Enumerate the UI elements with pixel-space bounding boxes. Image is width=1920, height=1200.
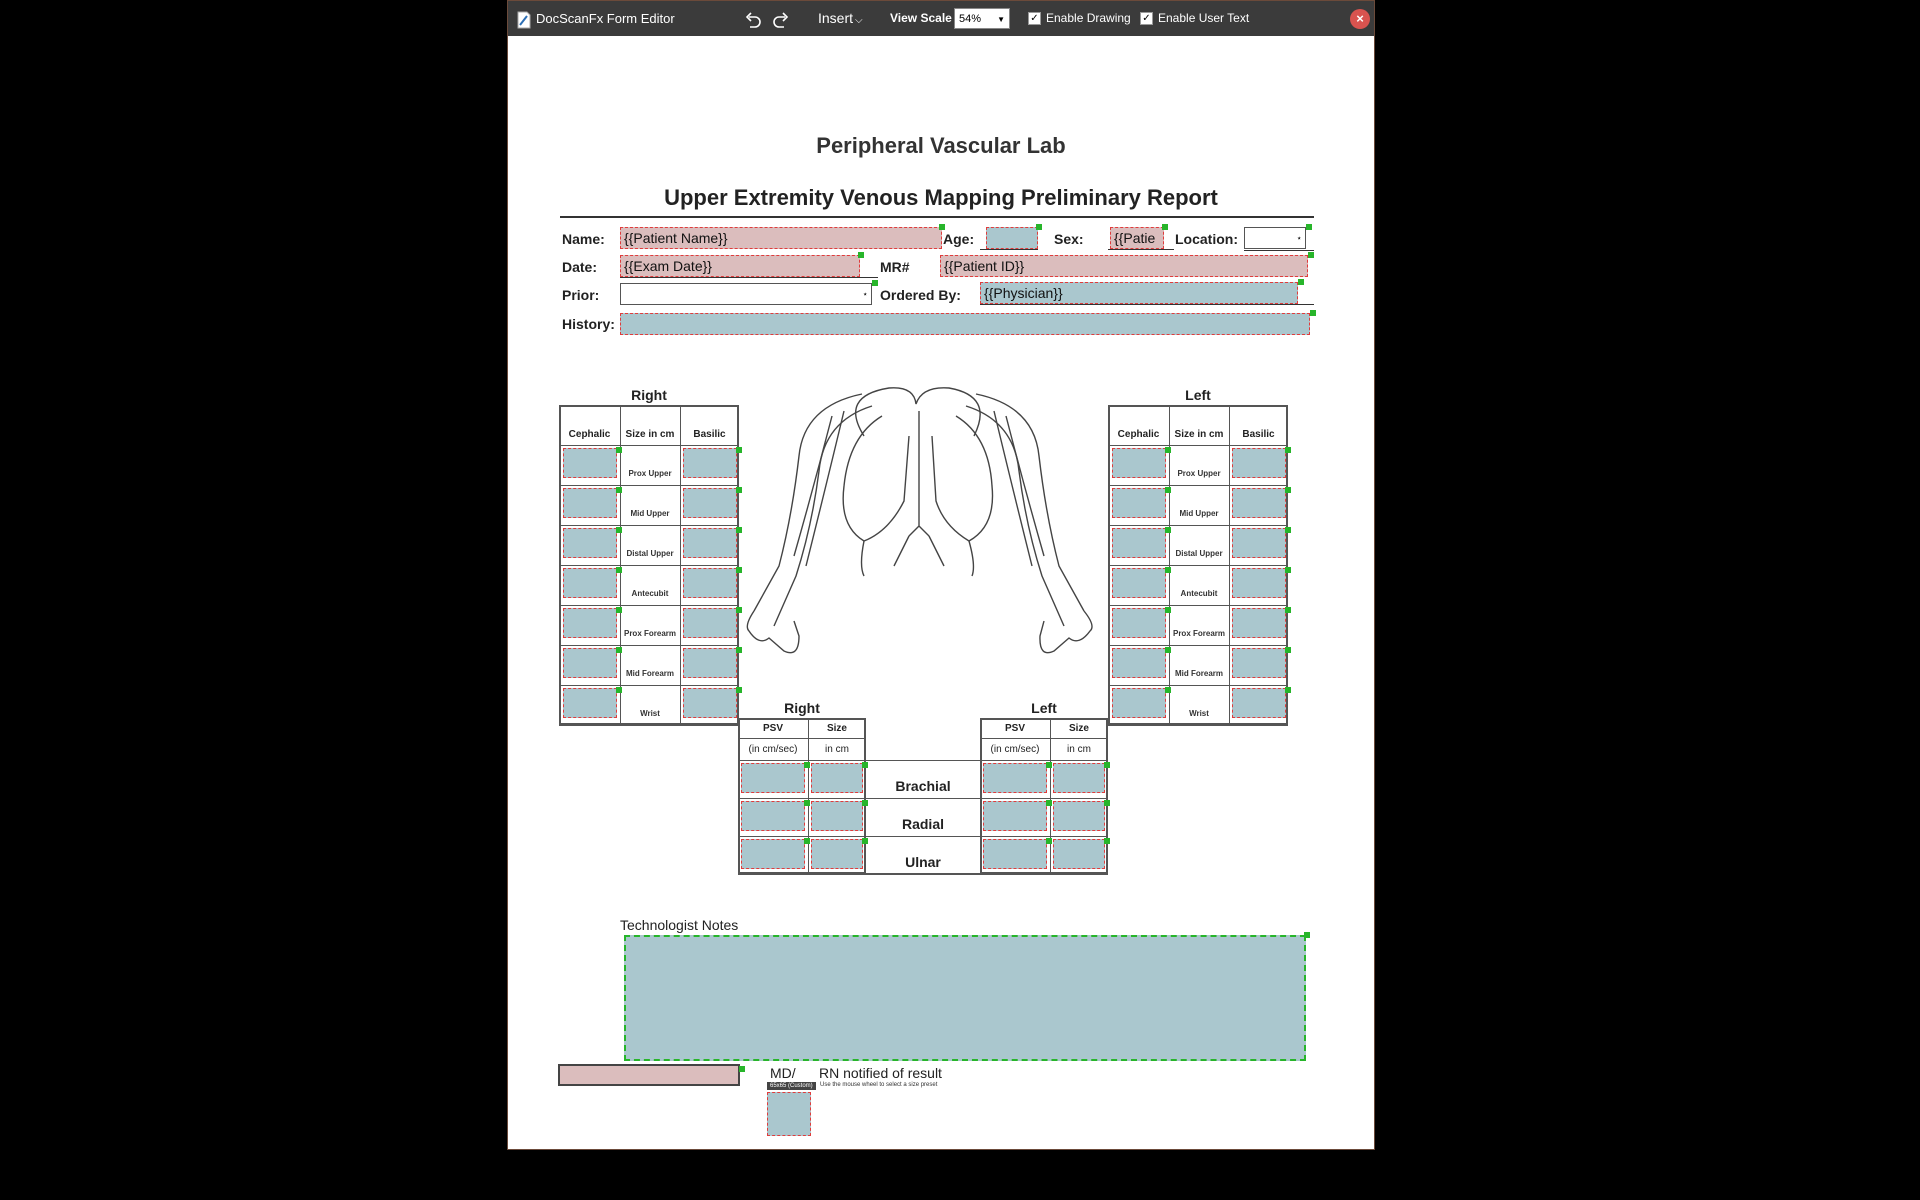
redo-icon[interactable] bbox=[772, 1, 790, 36]
basilic-field[interactable] bbox=[683, 688, 737, 718]
md-prefix-label: MD/ bbox=[770, 1065, 796, 1081]
history-field[interactable] bbox=[620, 313, 1310, 335]
artery-row-label: Radial bbox=[901, 816, 944, 832]
enable-user-text-toggle[interactable]: ✓ Enable User Text bbox=[1140, 1, 1249, 36]
grid-line bbox=[738, 760, 866, 761]
app-icon bbox=[516, 1, 532, 36]
grid-line bbox=[738, 836, 866, 837]
artery-row-label: Brachial bbox=[895, 778, 951, 794]
resize-handle[interactable] bbox=[1285, 447, 1291, 453]
resize-handle[interactable] bbox=[616, 447, 622, 453]
grid-line bbox=[559, 605, 739, 606]
age-field[interactable] bbox=[986, 227, 1038, 249]
resize-handle[interactable] bbox=[1104, 800, 1110, 806]
resize-handle[interactable] bbox=[872, 280, 878, 286]
row-label: Mid Upper bbox=[1179, 509, 1219, 518]
artery-right-label: Right bbox=[784, 700, 820, 716]
title-bar bbox=[508, 1, 1374, 36]
date-label: Date: bbox=[562, 259, 598, 275]
resize-handle[interactable] bbox=[736, 567, 742, 573]
row-label: Mid Forearm bbox=[1174, 669, 1223, 678]
resize-handle[interactable] bbox=[862, 800, 868, 806]
app-title: DocScanFx Form Editor bbox=[536, 11, 675, 26]
grid-line bbox=[808, 718, 809, 874]
cephalic-field[interactable] bbox=[563, 608, 617, 638]
cephalic-field[interactable] bbox=[1112, 448, 1166, 478]
resize-handle[interactable] bbox=[736, 647, 742, 653]
resize-handle[interactable] bbox=[1046, 762, 1052, 768]
cephalic-header: Cephalic bbox=[568, 429, 611, 440]
psv-field[interactable] bbox=[983, 839, 1047, 869]
chevron-down-icon: ⌵ bbox=[855, 15, 863, 26]
basilic-field[interactable] bbox=[683, 448, 737, 478]
basilic-field[interactable] bbox=[1232, 448, 1286, 478]
basilic-field[interactable] bbox=[1232, 688, 1286, 718]
physician-field[interactable]: {{Physician}} bbox=[980, 282, 1298, 304]
checkbox-icon: ✓ bbox=[1028, 12, 1041, 25]
resize-handle[interactable] bbox=[1306, 224, 1312, 230]
rn-notified-label: RN notified of result bbox=[819, 1065, 942, 1081]
psv-field[interactable] bbox=[983, 763, 1047, 793]
grid-line bbox=[738, 874, 866, 875]
artery-row-label: Ulnar bbox=[905, 854, 941, 870]
grid-line bbox=[559, 685, 739, 686]
close-button[interactable] bbox=[1350, 9, 1370, 29]
resize-handle[interactable] bbox=[1285, 527, 1291, 533]
basilic-header: Basilic bbox=[693, 429, 726, 440]
grid-line bbox=[1050, 718, 1051, 874]
cephalic-field[interactable] bbox=[1112, 648, 1166, 678]
dropdown-arrow-icon: ▼ bbox=[997, 15, 1005, 24]
grid-line bbox=[866, 836, 980, 837]
row-label: Prox Forearm bbox=[623, 629, 677, 638]
resize-handle[interactable] bbox=[1104, 838, 1110, 844]
resize-handle[interactable] bbox=[739, 1066, 745, 1072]
grid-line bbox=[980, 836, 1108, 837]
cephalic-field[interactable] bbox=[563, 648, 617, 678]
cephalic-field[interactable] bbox=[563, 448, 617, 478]
grid-line bbox=[980, 760, 1108, 761]
notified-by-field[interactable] bbox=[558, 1064, 740, 1086]
close-icon: × bbox=[1356, 11, 1364, 26]
artery-left-label: Left bbox=[1031, 700, 1057, 716]
grid-line bbox=[980, 874, 1108, 875]
size-field[interactable] bbox=[811, 801, 863, 831]
cephalic-field[interactable] bbox=[1112, 528, 1166, 558]
resize-handle[interactable] bbox=[1162, 224, 1168, 230]
basilic-header: Basilic bbox=[1242, 429, 1275, 440]
title-rule bbox=[560, 216, 1314, 218]
basilic-field[interactable] bbox=[1232, 528, 1286, 558]
resize-handle[interactable] bbox=[1165, 487, 1171, 493]
insert-menu[interactable]: Insert ⌵ bbox=[818, 10, 863, 26]
grid-line bbox=[866, 760, 980, 761]
resize-handle[interactable] bbox=[1165, 687, 1171, 693]
prior-label: Prior: bbox=[562, 287, 600, 303]
resize-handle[interactable] bbox=[736, 527, 742, 533]
grid-line bbox=[1108, 525, 1288, 526]
grid-line bbox=[1108, 645, 1288, 646]
sex-underline bbox=[1108, 249, 1174, 250]
row-label: Prox Forearm bbox=[1172, 629, 1226, 638]
chevron-down-icon: ⋆ bbox=[862, 289, 868, 299]
grid-line bbox=[1108, 685, 1288, 686]
grid-line bbox=[559, 485, 739, 486]
resize-handle[interactable] bbox=[1165, 647, 1171, 653]
resize-handle[interactable] bbox=[1165, 527, 1171, 533]
grid-line bbox=[1108, 445, 1288, 446]
resize-handle[interactable] bbox=[616, 687, 622, 693]
resize-handle[interactable] bbox=[858, 252, 864, 258]
checkbox-icon: ✓ bbox=[1140, 12, 1153, 25]
cephalic-field[interactable] bbox=[563, 688, 617, 718]
enable-drawing-toggle[interactable]: ✓ Enable Drawing bbox=[1028, 1, 1131, 36]
row-label: Mid Forearm bbox=[625, 669, 674, 678]
resize-handle[interactable] bbox=[1285, 567, 1291, 573]
resize-handle[interactable] bbox=[1104, 762, 1110, 768]
view-scale-label: View Scale bbox=[890, 11, 952, 25]
row-label: Antecubit bbox=[1180, 589, 1218, 598]
resize-handle[interactable] bbox=[1285, 687, 1291, 693]
name-label: Name: bbox=[562, 231, 605, 247]
psv-field[interactable] bbox=[741, 763, 805, 793]
size-field[interactable] bbox=[1053, 801, 1105, 831]
grid-line bbox=[980, 798, 1108, 799]
grid-line bbox=[1108, 605, 1288, 606]
size-header: Size bbox=[1068, 723, 1089, 734]
psv-unit-header: (in cm/sec) bbox=[990, 744, 1040, 755]
resize-handle[interactable] bbox=[862, 762, 868, 768]
sex-label: Sex: bbox=[1054, 231, 1084, 247]
grid-line bbox=[866, 798, 980, 799]
resize-handle[interactable] bbox=[862, 838, 868, 844]
resize-handle[interactable] bbox=[1310, 310, 1316, 316]
size-preset-tooltip: 65x65 (Custom) bbox=[767, 1082, 816, 1090]
technologist-notes-field[interactable] bbox=[624, 935, 1306, 1061]
grid-line bbox=[1108, 485, 1288, 486]
grid-line bbox=[866, 873, 980, 875]
size-header: Size in cm bbox=[625, 429, 675, 440]
date-underline bbox=[620, 277, 878, 278]
patient-id-field[interactable]: {{Patient ID}} bbox=[940, 255, 1308, 277]
psv-header: PSV bbox=[762, 723, 783, 734]
basilic-field[interactable] bbox=[683, 648, 737, 678]
view-scale-select[interactable]: 54% ▼ bbox=[954, 8, 1010, 29]
resize-handle[interactable] bbox=[1046, 800, 1052, 806]
resize-handle[interactable] bbox=[804, 800, 810, 806]
psv-header: PSV bbox=[1004, 723, 1025, 734]
psv-unit-header: (in cm/sec) bbox=[748, 744, 798, 755]
age-label: Age: bbox=[943, 231, 975, 247]
right-side-label: Right bbox=[631, 387, 667, 403]
grid-line bbox=[738, 798, 866, 799]
psv-field[interactable] bbox=[741, 839, 805, 869]
resize-handle[interactable] bbox=[1165, 607, 1171, 613]
row-label: Prox Upper bbox=[628, 469, 672, 478]
age-underline bbox=[980, 249, 1038, 250]
basilic-field[interactable] bbox=[1232, 568, 1286, 598]
resize-handle[interactable] bbox=[1298, 279, 1304, 285]
grid-line bbox=[559, 645, 739, 646]
psv-field[interactable] bbox=[741, 801, 805, 831]
resize-handle[interactable] bbox=[736, 687, 742, 693]
resize-handle[interactable] bbox=[616, 647, 622, 653]
cephalic-field[interactable] bbox=[1112, 488, 1166, 518]
cephalic-field[interactable] bbox=[1112, 608, 1166, 638]
grid-line bbox=[1108, 565, 1288, 566]
grid-line bbox=[559, 565, 739, 566]
resize-handle[interactable] bbox=[804, 838, 810, 844]
cephalic-field[interactable] bbox=[1112, 568, 1166, 598]
basilic-field[interactable] bbox=[1232, 608, 1286, 638]
cephalic-header: Cephalic bbox=[1117, 429, 1160, 440]
exam-date-field[interactable]: {{Exam Date}} bbox=[620, 255, 860, 277]
cephalic-field[interactable] bbox=[563, 488, 617, 518]
size-field[interactable] bbox=[811, 763, 863, 793]
basilic-field[interactable] bbox=[683, 608, 737, 638]
grid-line bbox=[1108, 725, 1288, 726]
resize-handle[interactable] bbox=[1285, 607, 1291, 613]
resize-handle[interactable] bbox=[804, 762, 810, 768]
resize-handle[interactable] bbox=[736, 447, 742, 453]
location-underline bbox=[1244, 250, 1314, 251]
grid-line bbox=[738, 738, 866, 739]
row-label: Antecubit bbox=[631, 589, 669, 598]
size-header: Size in cm bbox=[1174, 429, 1224, 440]
form-document bbox=[508, 36, 1374, 1149]
row-label: Prox Upper bbox=[1177, 469, 1221, 478]
size-preset-hint: Use the mouse wheel to select a size preset bbox=[820, 1082, 938, 1088]
resize-handle[interactable] bbox=[1046, 838, 1052, 844]
chevron-down-icon: ⋆ bbox=[1296, 233, 1302, 243]
resize-handle[interactable] bbox=[1304, 932, 1310, 938]
size-unit-header: in cm bbox=[1067, 744, 1091, 755]
size-field[interactable] bbox=[1053, 839, 1105, 869]
basilic-field[interactable] bbox=[683, 488, 737, 518]
grid-line bbox=[980, 738, 1108, 739]
history-label: History: bbox=[562, 316, 615, 332]
left-side-label: Left bbox=[1185, 387, 1211, 403]
cephalic-field[interactable] bbox=[563, 528, 617, 558]
resize-handle[interactable] bbox=[616, 607, 622, 613]
sex-field[interactable]: {{Patie bbox=[1110, 227, 1164, 249]
prior-dropdown[interactable] bbox=[620, 283, 872, 305]
mr-label: MR# bbox=[880, 259, 910, 275]
row-label: Wrist bbox=[640, 709, 660, 718]
row-label: Wrist bbox=[1189, 709, 1209, 718]
basilic-field[interactable] bbox=[683, 528, 737, 558]
resize-handle[interactable] bbox=[736, 487, 742, 493]
report-title: Upper Extremity Venous Mapping Preliminary Report bbox=[664, 185, 1218, 210]
resize-handle[interactable] bbox=[736, 607, 742, 613]
location-label: Location: bbox=[1175, 231, 1238, 247]
patient-name-field[interactable]: {{Patient Name}} bbox=[620, 227, 942, 249]
row-label: Mid Upper bbox=[630, 509, 670, 518]
cephalic-field[interactable] bbox=[1112, 688, 1166, 718]
basilic-field[interactable] bbox=[1232, 488, 1286, 518]
resize-handle[interactable] bbox=[1285, 487, 1291, 493]
row-label: Distal Upper bbox=[626, 549, 674, 558]
grid-line bbox=[559, 445, 739, 446]
basilic-field[interactable] bbox=[1232, 648, 1286, 678]
resize-handle[interactable] bbox=[1285, 647, 1291, 653]
resize-handle[interactable] bbox=[616, 487, 622, 493]
resize-handle[interactable] bbox=[1165, 447, 1171, 453]
arm-vein-diagram bbox=[744, 376, 1104, 716]
placed-checkbox-field[interactable] bbox=[767, 1092, 811, 1136]
form-editor-window bbox=[507, 0, 1375, 1150]
basilic-field[interactable] bbox=[683, 568, 737, 598]
ordered-by-underline bbox=[980, 304, 1314, 305]
resize-handle[interactable] bbox=[1308, 252, 1314, 258]
location-dropdown[interactable] bbox=[1244, 227, 1306, 249]
undo-icon[interactable] bbox=[744, 1, 762, 36]
size-header: Size bbox=[826, 723, 847, 734]
grid-line bbox=[559, 525, 739, 526]
resize-handle[interactable] bbox=[616, 567, 622, 573]
cephalic-field[interactable] bbox=[563, 568, 617, 598]
lab-title: Peripheral Vascular Lab bbox=[816, 133, 1066, 158]
size-field[interactable] bbox=[811, 839, 863, 869]
resize-handle[interactable] bbox=[1036, 224, 1042, 230]
row-label: Distal Upper bbox=[1175, 549, 1223, 558]
grid-line bbox=[559, 725, 739, 726]
size-field[interactable] bbox=[1053, 763, 1105, 793]
psv-field[interactable] bbox=[983, 801, 1047, 831]
technologist-notes-label: Technologist Notes bbox=[620, 917, 739, 933]
ordered-by-label: Ordered By: bbox=[880, 287, 961, 303]
resize-handle[interactable] bbox=[616, 527, 622, 533]
size-unit-header: in cm bbox=[825, 744, 849, 755]
resize-handle[interactable] bbox=[1165, 567, 1171, 573]
